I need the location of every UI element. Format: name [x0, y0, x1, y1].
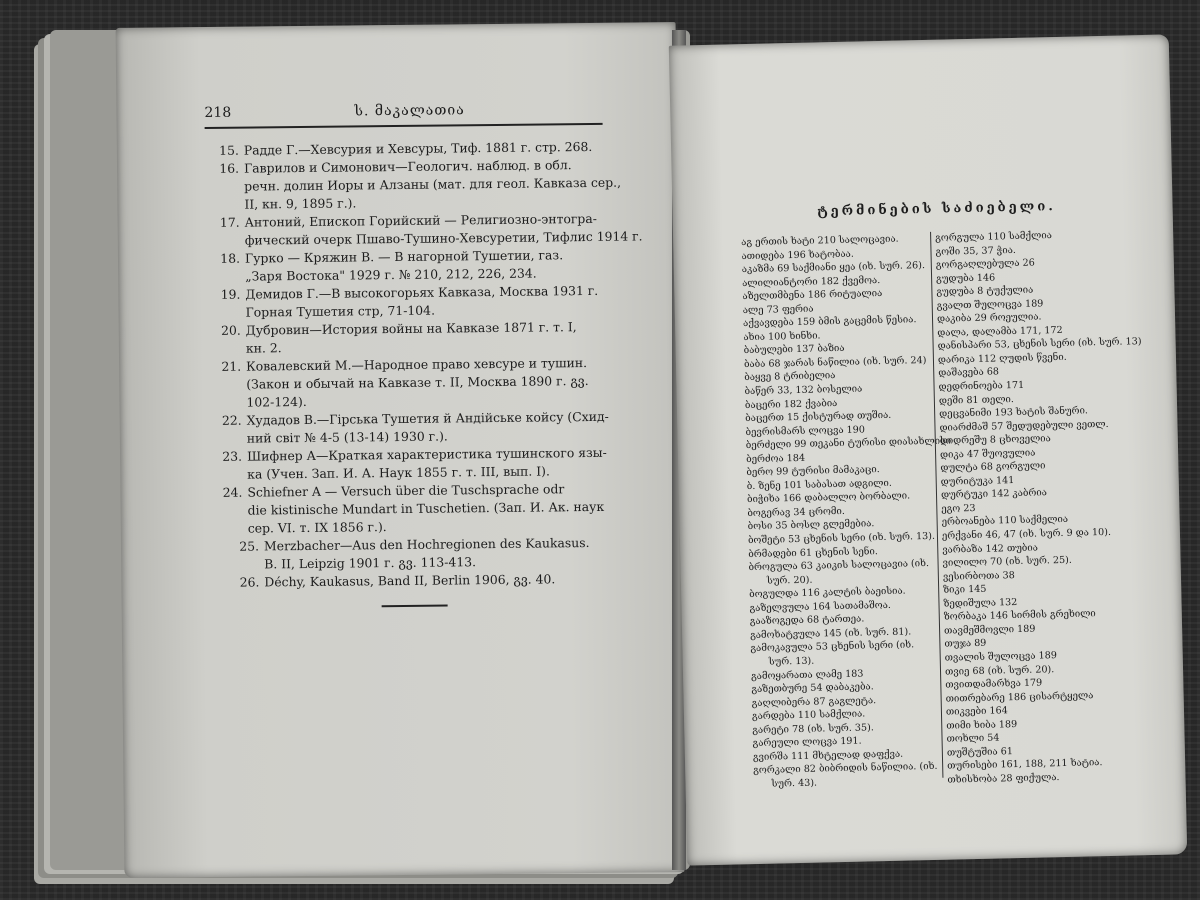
reference-line: (Закон и обычай на Кавказе т. II, Москва 1890 г. გვ.	[246, 373, 589, 392]
index-entry: ვესირბოთა 38	[942, 569, 1015, 583]
index-entry: ბოშეტი 53 ცხენის სერი (იხ. სურ. 13).	[747, 530, 936, 547]
index-entry: სურ. 13).	[768, 655, 815, 668]
reference-item	[221, 534, 631, 574]
index-entry: ბაცერი 182 ქვაბია	[744, 397, 838, 411]
index-entry: ზიკი 145	[943, 583, 987, 596]
index-entry: აგ ერთის ხატი 210 სალოცავია.	[741, 233, 899, 249]
index-entry: გუდუბა 146	[935, 272, 996, 285]
index-entry: დეცვანიმი 193 ხატის შანური.	[939, 405, 1089, 420]
index-entry: ერბოანება 110 საქმელია	[941, 514, 1069, 529]
index-entry: დურიტუკა 141	[940, 474, 1015, 488]
index-entry: გორკალი 82 ბიბრიდის ნაწილია. (იხ.	[753, 761, 938, 777]
index-entry: დეში 81 თელი.	[938, 393, 1015, 407]
reference-item	[220, 480, 631, 538]
reference-line: кн. 2.	[245, 340, 282, 356]
index-entry: გორგულა 110 სამქლია	[935, 230, 1052, 244]
index-entry: ბაყვე 8 ტრიბელია	[744, 370, 836, 384]
index-entry: თიმი ხიბა 189	[946, 718, 1018, 732]
reference-number: 16.	[219, 160, 240, 176]
reference-number: 20.	[220, 322, 241, 338]
reference-number: 18.	[220, 250, 241, 266]
reference-line: Merzbacher—Aus den Hochregionen des Kaukasus.	[263, 535, 590, 554]
index-entry: გუდუბა 8 ტუქულია	[936, 284, 1034, 298]
index-entry: გოში 35, 37 ჭია.	[935, 244, 1017, 258]
index-entry: გამოყარათა ლამე 183	[750, 668, 864, 682]
index-entry: აზელთმბენა 186 რიტუალია	[742, 288, 883, 303]
reference-text	[245, 209, 643, 249]
index-entry: გაზეთბურე 54 დაბაკება.	[751, 681, 874, 696]
index-entry: გაზელვულა 164 სათამაშოა.	[749, 599, 891, 614]
reference-text	[247, 480, 631, 538]
index-column-1	[741, 232, 952, 791]
index-entry: ზორბაკა 146 სირმის გრეხილი	[943, 608, 1096, 623]
reference-item	[217, 156, 628, 214]
reference-number: 21.	[221, 358, 242, 374]
index-entry: ალილიანტორი 182 ქვემოა.	[742, 274, 881, 289]
index-entry: ბრმადები 61 ცხენის სენი.	[748, 545, 878, 560]
index-entry: ბიჭიხა 166 დაბალლო ბორბალი.	[746, 490, 911, 506]
index-entry: ვილილო 70 (იხ. სურ. 25).	[942, 554, 1073, 569]
index-entry: ბროგულა 63 კაიკის სალოცავია (იხ.	[748, 558, 930, 574]
index-entry: გარეტი 78 (იხ. სურ. 35).	[752, 721, 874, 736]
index-entry: თხისხობა 28 ფიქულა.	[947, 771, 1060, 786]
index-entry: გამოხატვულა 145 (იხ. სურ. 81).	[750, 626, 912, 641]
index-entry: ბერძოა 184	[746, 452, 806, 465]
reference-line: Гаврилов и Симонович—Геологич. наблюд. в обл.	[243, 157, 572, 176]
index-entry: დარიკა 112 ღუდის წვენი.	[937, 351, 1067, 366]
reference-text	[246, 354, 630, 412]
index-entry: გორგაღლებულა 26	[935, 257, 1035, 271]
reference-line: Шифнер А—Краткая характеристика тушинского язы-	[246, 444, 607, 464]
index-entry: გარდება 110 სამქლია.	[751, 708, 866, 723]
index-entry: თვითდამარხვა 179	[945, 677, 1043, 691]
index-entry: დედრინოება 171	[938, 379, 1025, 393]
reference-text	[264, 534, 631, 574]
reference-line: фический очерк Пшаво-Тушино-Хевсуретии, Тифлис 1914 г.	[244, 228, 643, 248]
reference-item	[219, 318, 629, 358]
index-entry: დულტა 68 გორგული	[940, 460, 1046, 475]
reference-line: „Заря Востока" 1929 г. № 210, 212, 226, 234.	[245, 265, 537, 284]
index-entry: თუჯა 89	[944, 638, 987, 651]
reference-text	[245, 246, 628, 286]
index-entry: დიარძმაშ 57 შედუდებული ვეთლ.	[939, 418, 1109, 434]
index-entry: დაშავება 68	[938, 366, 1000, 380]
reference-text	[246, 318, 629, 358]
reference-line: II, кн. 9, 1895 г.).	[244, 195, 357, 212]
index-column-2	[930, 228, 1142, 786]
index-entry: აკაზმა 69 საქმიანი ყეა (იხ. სურ. 26).	[741, 260, 926, 276]
reference-item	[221, 570, 631, 592]
reference-line: сер. VI. т. IX 1856 г.).	[247, 519, 387, 536]
index-entry: ვარბაზა 142 თუბია	[942, 542, 1038, 556]
reference-line: Déchy, Kaukasus, Band II, Berlin 1906, გვ. 40.	[264, 571, 556, 590]
index-entry: ზედიშულა 132	[943, 596, 1018, 610]
index-entry: დანისპარი 53, ცხენის სერი (იხ. სურ. 13)	[937, 336, 1142, 353]
index-entry: აქვავდება 159 ბმის გაცემის წესია.	[742, 314, 917, 330]
index-entry: გააზოგედა 68 ტართეა.	[749, 613, 865, 628]
index-entry: დაკიბა 29 როეულია.	[936, 311, 1042, 326]
index-entry: თვიე 68 (იხ. სურ. 20).	[944, 663, 1055, 678]
reference-text	[245, 282, 628, 322]
reference-list	[217, 138, 643, 592]
reference-number: 15.	[219, 142, 239, 158]
index-entry: ბოგერავ 34 ცრომი.	[747, 505, 846, 520]
index-entry: დალა, დალამბა 171, 172	[937, 324, 1063, 339]
reference-line: Радде Г.—Хевсурия и Хевсуры, Тиф. 1881 г. стр. 268.	[243, 138, 593, 158]
index-entry: დიკა 47 შუოვულია	[939, 447, 1036, 461]
index-entry: ბაწერ 33, 132 ბოსელია	[744, 383, 863, 398]
index-entry: ბ. ზენე 101 საბასათ ადგილი.	[746, 477, 893, 492]
index-entry: ეგო 23	[941, 502, 976, 515]
reference-line: ка (Учен. Зап. И. А. Наук 1855 г. т. III, вып. I).	[247, 463, 550, 482]
right-page	[669, 34, 1187, 865]
reference-line: Худадов В.—Гірська Тушетия й Андійське койсу (Схид-	[246, 408, 609, 428]
reference-item	[218, 246, 628, 286]
page-number: 218	[204, 104, 232, 122]
reference-number: 19.	[220, 286, 241, 302]
index-entry: თავმეშმოვლი 189	[943, 623, 1036, 637]
index-entry: გარეული ლოცვა 191.	[752, 735, 862, 750]
reference-item	[220, 408, 630, 448]
reference-line: Горная Тушетия стр, 71-104.	[245, 302, 436, 320]
running-head: ს. მაკალათია	[354, 102, 465, 120]
index-entry: ბაცერთ 15 ქისტურად თუშია.	[745, 409, 892, 425]
index-entry: გაღლიბერა 87 გაგლეტა.	[751, 694, 877, 709]
index-entry: თიკვები 164	[945, 705, 1008, 718]
index-entry: ბოგულდა 116 კალტის ბაეისია.	[749, 585, 906, 601]
reference-number: 26.	[239, 574, 260, 590]
reference-text	[244, 156, 628, 214]
index-entry: ბევრისმარს ლოცვა 190	[745, 424, 866, 438]
reference-number: 25.	[239, 538, 260, 554]
reference-number: 24.	[222, 484, 243, 500]
reference-number: 17.	[219, 214, 240, 230]
index-entry: დურტუკი 142 კაბრია	[940, 487, 1047, 502]
index-entry: ახია 100 ხინხი.	[743, 330, 821, 343]
reference-item	[218, 210, 643, 250]
index-entry: გამოკავულა 53 ცხენის სერი (იხ.	[750, 639, 915, 655]
reference-number: 22.	[221, 412, 242, 428]
reference-line: речн. долин Иоры и Алзаны (мат. для геол. Кавказа сер.,	[244, 174, 622, 194]
index-entry: თუშტუშია 61	[946, 745, 1014, 759]
index-entry: თურისები 161, 188, 211 ხატია.	[947, 757, 1103, 772]
index-entry: ერქვანი 46, 47 (იხ. სურ. 9 და 10).	[941, 526, 1112, 542]
index-entry: სურ. 43).	[771, 777, 818, 790]
index-entry: ათიდება 196 ხატობაა.	[741, 248, 854, 262]
index-entry: სურ. 20).	[766, 574, 813, 587]
reference-line: ний світ № 4-5 (13-14) 1930 г.).	[246, 428, 448, 446]
reference-text	[247, 408, 630, 448]
index-entry: დიდრეშუ 8 ცხოველია	[939, 433, 1051, 447]
index-entry: თითრებარე 186 ცისარტყელა	[945, 689, 1094, 705]
reference-item	[218, 282, 628, 322]
index-entry: ალე 73 ფერია	[742, 303, 814, 316]
reference-line: Антоний, Епископ Горийский — Религиозно-энтогра-	[244, 210, 597, 230]
reference-number: 23.	[222, 448, 243, 464]
reference-line: die kistinische Mundart in Tuschetien. (Зап. И. Ак. наук	[247, 498, 605, 518]
reference-text	[264, 570, 631, 592]
index-entry: თვალის შულოცვა 189	[944, 650, 1057, 664]
index-entry: ბერძელი 99 თეკანი ტურისი დიასახლისი	[745, 435, 952, 452]
left-page	[116, 22, 685, 878]
reference-line: 102-124).	[246, 393, 307, 410]
reference-text	[247, 444, 630, 484]
index-title: ტერმინების საძიებელი.	[817, 199, 1056, 220]
index-entry: ბაბა 68 ჯარას ნაწილია (იხ. სურ. 24)	[743, 354, 927, 371]
index-entry: ბერო 99 ტურისი მამაკაცი.	[746, 464, 880, 479]
reference-line: Дубровин—История войны на Кавказе 1871 г. т. I,	[245, 319, 577, 338]
index-entry: გვირშა 111 მხტელად დაფქვა.	[752, 748, 904, 763]
reference-line: Schiefner A — Versuch über die Tuschsprache odr	[247, 481, 565, 500]
reference-line: B. II, Leipzig 1901 г. გვ. 113-413.	[264, 554, 477, 572]
index-entry: გვალთ შულოცვა 189	[936, 298, 1044, 312]
reference-item	[220, 444, 630, 484]
reference-line: Ковалевский М.—Народное право хевсуре и тушин.	[246, 355, 588, 374]
reference-line: Демидов Г.—В высокогорьях Кавказа, Москва 1931 г.	[245, 282, 599, 302]
index-entry: ბოსი 35 ბოსლ გლემებია.	[747, 518, 875, 533]
reference-item	[219, 354, 630, 412]
index-entry: თოხლი 54	[946, 732, 1000, 745]
reference-line: Гурко — Кряжин В. — В нагорной Тушетии, газ.	[244, 247, 564, 266]
index-entry: ბაბულები 137 ბაზია	[743, 343, 845, 357]
end-rule	[382, 605, 448, 608]
